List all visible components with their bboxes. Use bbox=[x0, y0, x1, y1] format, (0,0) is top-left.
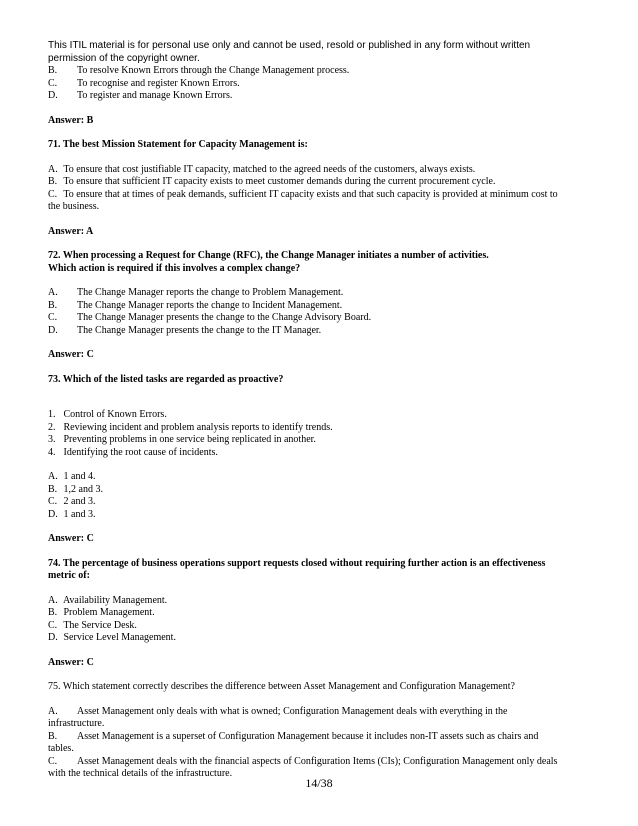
page-number: 14/38 bbox=[305, 776, 333, 790]
answer-72: Answer: C bbox=[48, 349, 94, 360]
option-d: D. The Change Manager presents the change to the IT Manager. bbox=[48, 324, 322, 336]
option-b: B. To ensure that sufficient IT capacity exists to meet customer demands during the current procurement cycle. bbox=[48, 176, 496, 187]
question-74 bbox=[48, 558, 594, 583]
question-72-line-1: 72. When processing a Request for Change (RFC), the Change Manager initiates a number of activities. bbox=[48, 250, 489, 261]
option-a-continued: infrastructure. bbox=[48, 718, 105, 729]
list-item: 3. Preventing problems in one service being replicated in another. bbox=[48, 434, 316, 445]
question-74-line-2: metric of: bbox=[48, 570, 90, 581]
list-item: 2. Reviewing incident and problem analysis reports to identify trends. bbox=[48, 421, 333, 433]
option-b: B. To resolve Known Errors through the Change Management process. bbox=[48, 65, 350, 76]
option-d: D. To register and manage Known Errors. bbox=[48, 90, 233, 101]
question-75: 75. Which statement correctly describes the difference between Asset Management and Configuration Management? bbox=[48, 681, 515, 692]
question-70-options bbox=[48, 65, 594, 103]
question-72 bbox=[48, 250, 594, 275]
question-71-options bbox=[48, 164, 594, 214]
list-item: 1. Control of Known Errors. bbox=[48, 409, 167, 420]
option-b: B. Asset Management is a superset of Configuration Management because it includes non-IT assets such as chairs and bbox=[48, 730, 539, 742]
option-b: B. Problem Management. bbox=[48, 607, 155, 618]
option-d: D. Service Level Management. bbox=[48, 632, 176, 643]
option-b-continued: tables. bbox=[48, 743, 74, 754]
option-c: C. The Change Manager presents the change to the Change Advisory Board. bbox=[48, 312, 372, 323]
option-a: A. 1 and 4. bbox=[48, 471, 96, 482]
option-a: A. Asset Management only deals with what is owned; Configuration Management deals with everything in the bbox=[48, 705, 508, 717]
question-73: 73. Which of the listed tasks are regarded as proactive? bbox=[48, 373, 284, 385]
list-item: 4. Identifying the root cause of incidents. bbox=[48, 446, 218, 458]
option-c: C. To recognise and register Known Errors. bbox=[48, 77, 240, 89]
notice-line-1: This ITIL material is for personal use only and cannot be used, resold or published in any form without written bbox=[48, 40, 531, 51]
answer-70: Answer: B bbox=[48, 114, 94, 126]
question-73-items bbox=[48, 409, 594, 459]
option-a: A. To ensure that cost justifiable IT capacity, matched to the agreed needs of the customers, always exists. bbox=[48, 163, 476, 175]
question-74-line-1: 74. The percentage of business operations support requests closed without requiring further action is an effectiveness bbox=[48, 557, 546, 569]
option-b: B. 1,2 and 3. bbox=[48, 483, 103, 495]
question-75-options bbox=[48, 706, 594, 781]
answer-73: Answer: C bbox=[48, 533, 94, 544]
option-d: D. 1 and 3. bbox=[48, 508, 96, 520]
question-73-options bbox=[48, 471, 594, 521]
option-c-continued: the business. bbox=[48, 201, 100, 212]
option-c: C. 2 and 3. bbox=[48, 496, 96, 507]
question-71: 71. The best Mission Statement for Capacity Management is: bbox=[48, 139, 308, 150]
option-a: A. The Change Manager reports the change to Problem Management. bbox=[48, 287, 344, 298]
question-72-line-2: Which action is required if this involves a complex change? bbox=[48, 262, 301, 274]
question-74-options bbox=[48, 595, 594, 645]
option-c: C. The Service Desk. bbox=[48, 619, 137, 631]
answer-74: Answer: C bbox=[48, 656, 94, 668]
question-72-options bbox=[48, 287, 594, 337]
copyright-notice bbox=[48, 40, 594, 65]
notice-line-2: permission of the copyright owner. bbox=[48, 52, 200, 64]
option-c: C. Asset Management deals with the financial aspects of Configuration Items (CIs); Configuration Management only deals bbox=[48, 755, 558, 767]
option-c-continued: with the technical details of the infrastructure. bbox=[48, 768, 233, 779]
option-b: B. The Change Manager reports the change to Incident Management. bbox=[48, 299, 343, 311]
option-a: A. Availability Management. bbox=[48, 594, 168, 606]
option-c: C. To ensure that at times of peak demands, sufficient IT capacity exists and that such capacity is provided at minimum cost to bbox=[48, 188, 558, 200]
answer-71: Answer: A bbox=[48, 225, 94, 237]
